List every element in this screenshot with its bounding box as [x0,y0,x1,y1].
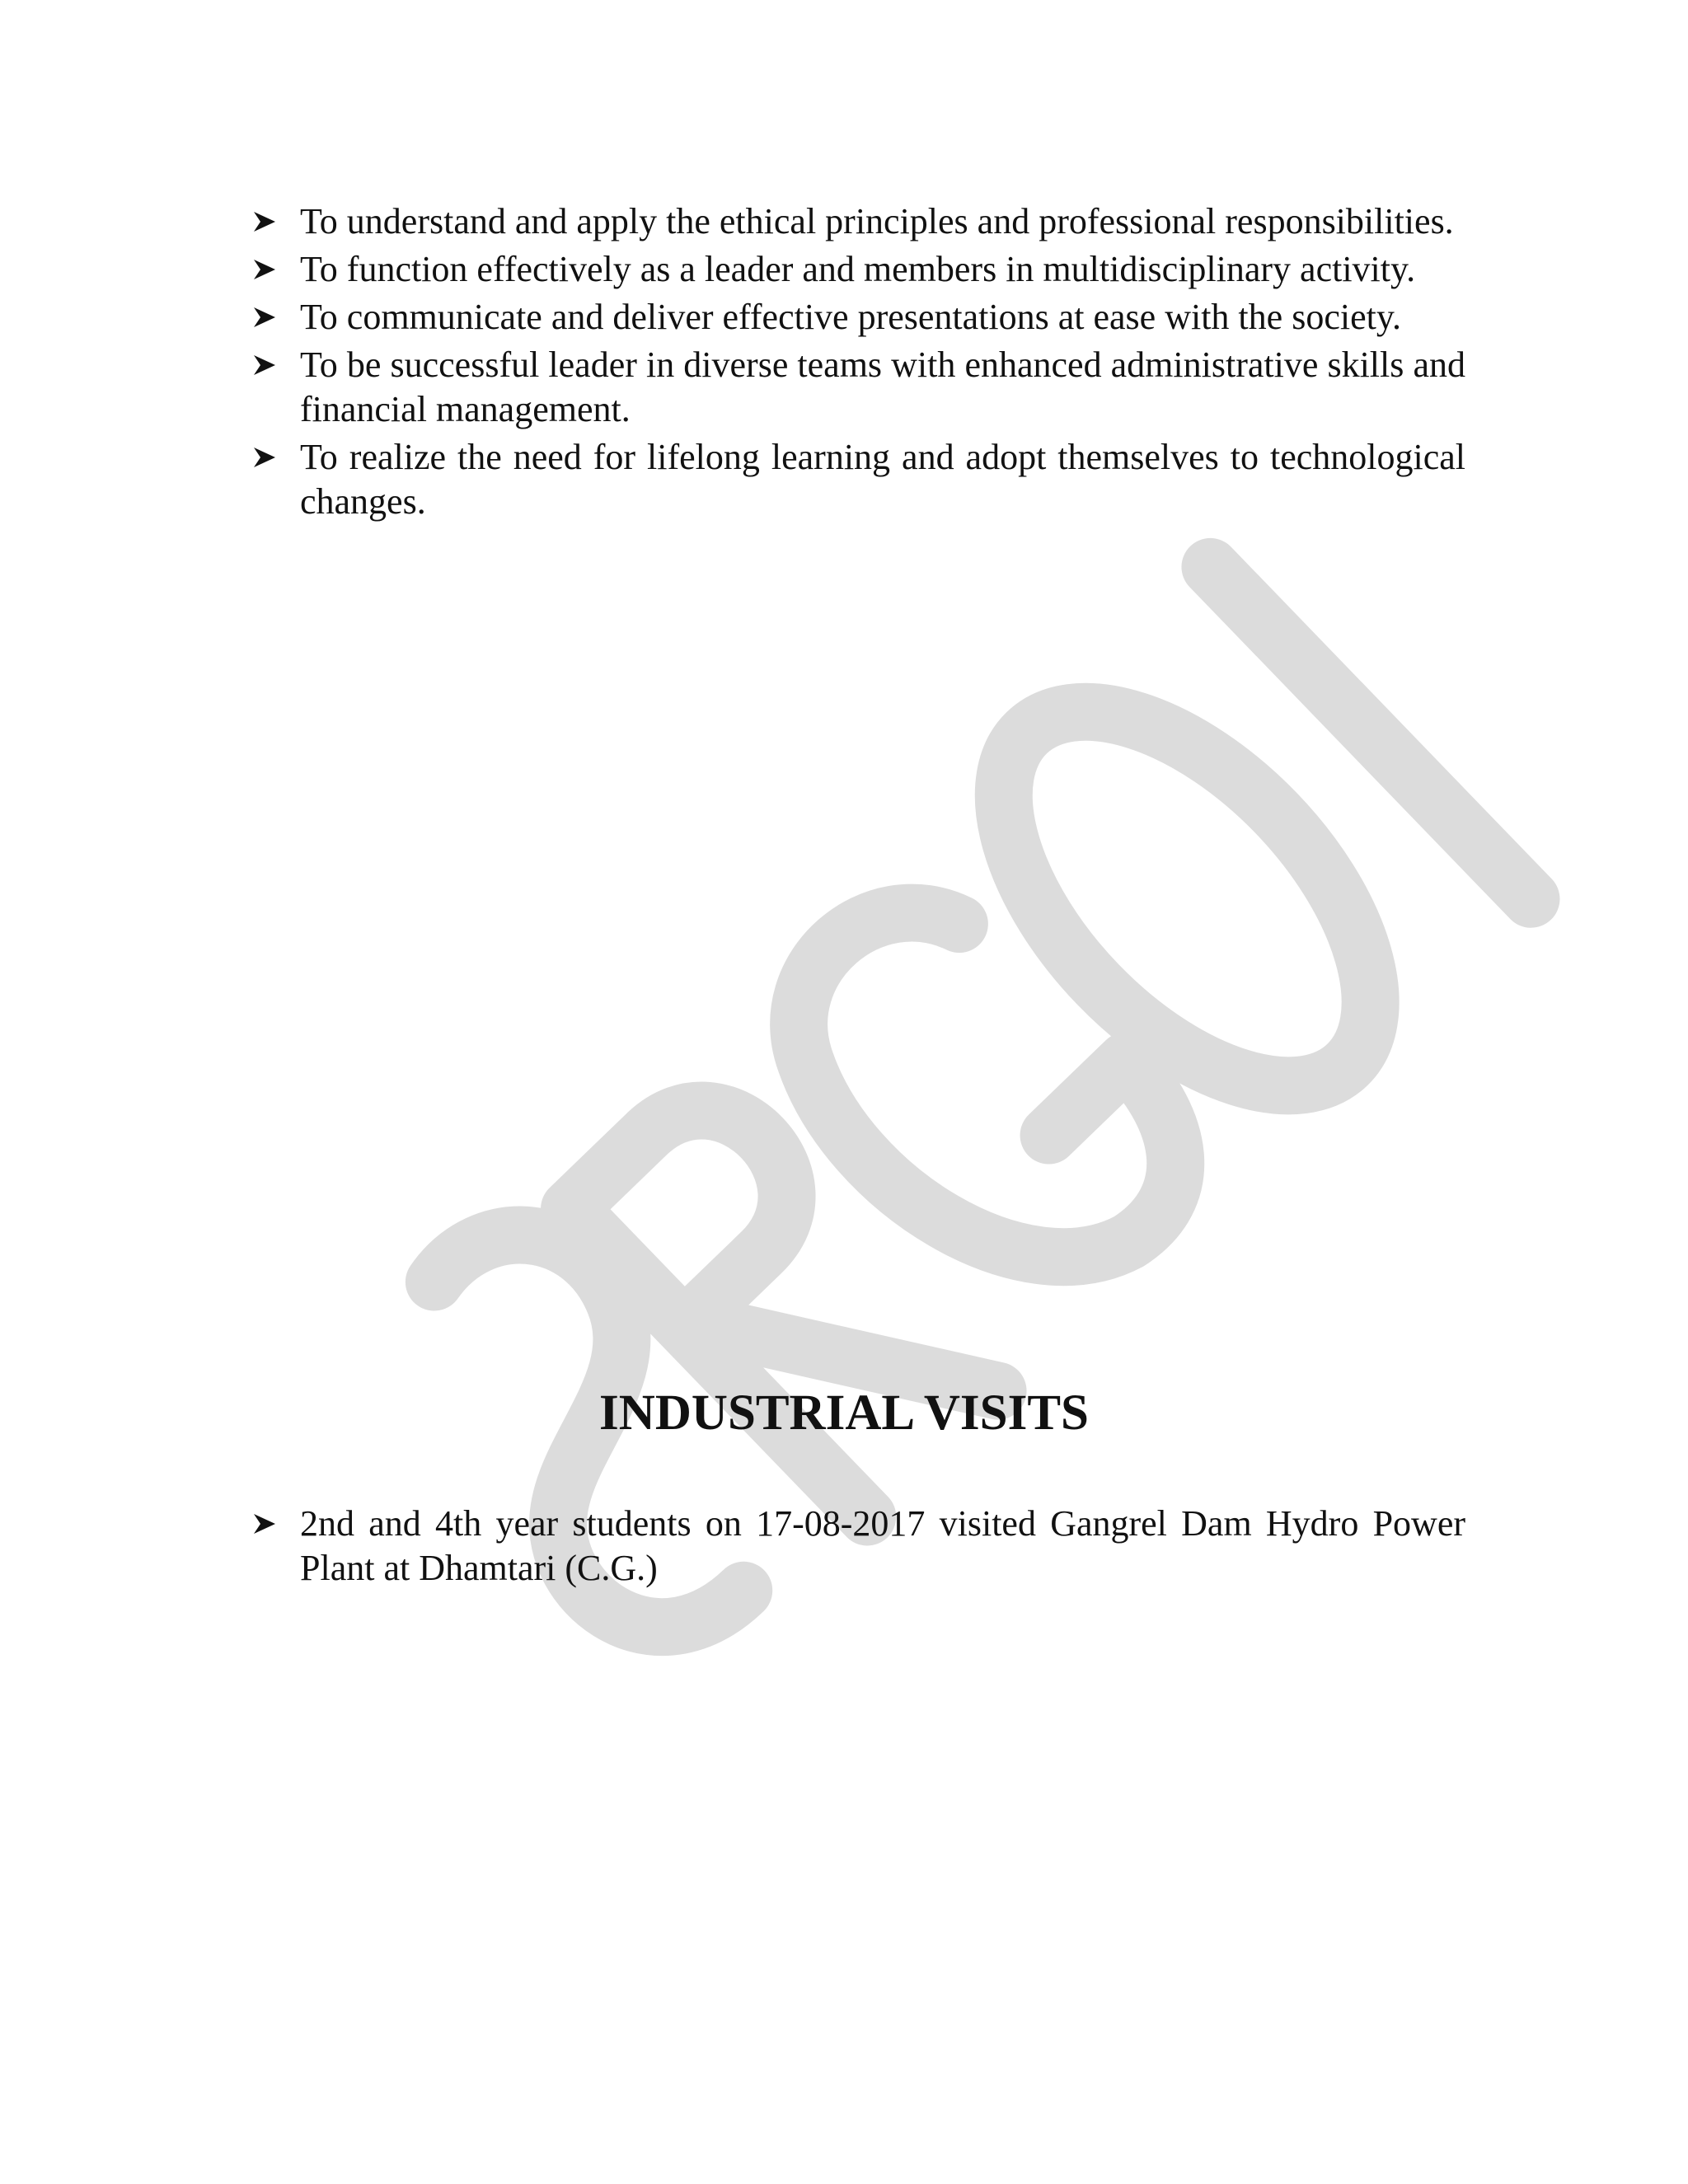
arrowhead-bullet-icon [252,1512,277,1535]
list-item [0,247,1688,292]
objective-text: To communicate and deliver effective presentations at ease with the society. [300,297,1401,337]
objective-text: To be successful leader in diverse teams with enhanced administrative skills and financial management. [300,344,1465,429]
arrowhead-bullet-icon [252,210,277,233]
visit-text: 2nd and 4th year students on 17-08-2017 visited Gangrel Dam Hydro Power Plant at Dhamtari (C.G.) [300,1503,1465,1588]
objective-text: To function effectively as a leader and members in multidisciplinary activity. [300,249,1416,289]
arrowhead-bullet-icon [252,446,277,469]
list-item [0,1502,1688,1591]
list-item [0,295,1688,340]
industrial-visits-list [0,1502,1688,1594]
objective-text: To understand and apply the ethical principles and professional responsibilities. [300,201,1454,241]
section-heading: INDUSTRIAL VISITS [599,1385,1089,1441]
objective-text: To realize the need for lifelong learning and adopt themselves to technological changes. [300,437,1465,522]
list-item [0,435,1688,524]
arrowhead-bullet-icon [252,306,277,329]
arrowhead-bullet-icon [252,354,277,377]
objectives-list [0,199,1688,527]
list-item [0,343,1688,432]
arrowhead-bullet-icon [252,258,277,281]
list-item [0,199,1688,244]
